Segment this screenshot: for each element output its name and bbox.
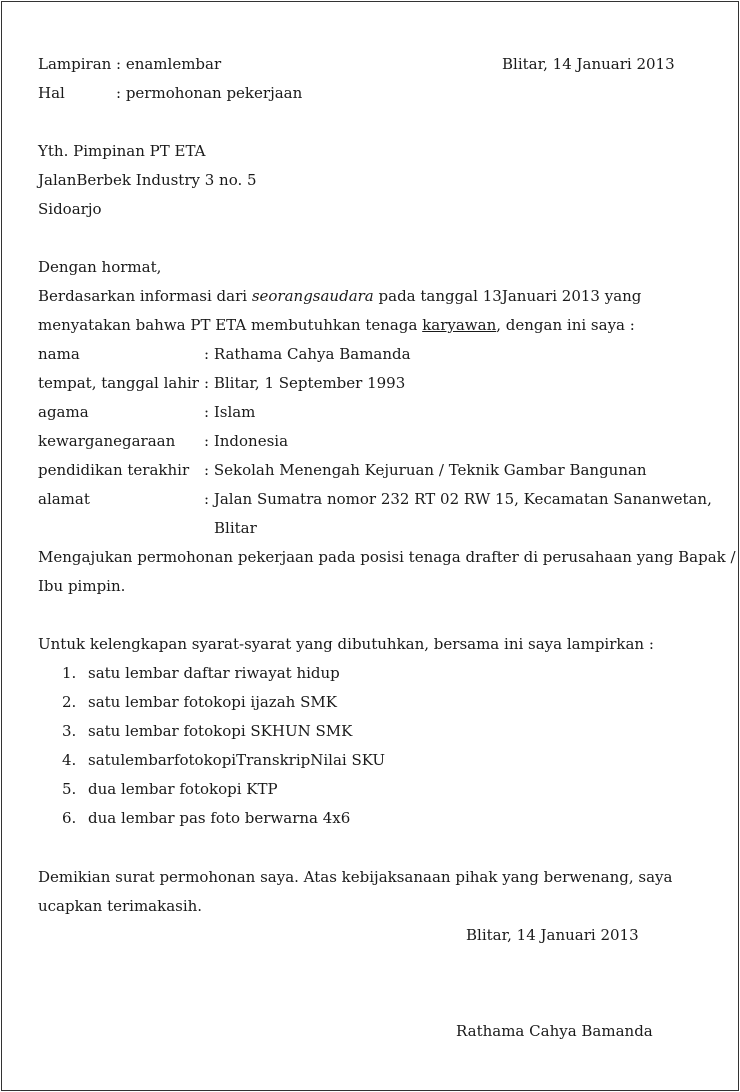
- field-label: tempat, tanggal lahir: [38, 374, 199, 392]
- recipient-line-3: Sidoarjo: [38, 200, 102, 218]
- field-value: : Islam: [204, 403, 256, 421]
- intro-line-1: Berdasarkan informasi dari seorangsaudara pada tanggal 13Januari 2013 yang: [38, 287, 642, 305]
- list-number: 1.: [62, 664, 77, 682]
- field-label: kewarganegaraan: [38, 432, 176, 450]
- apply-line-1: Mengajukan permohonan pekerjaan pada posisi tenaga drafter di perusahaan yang Bapak /: [38, 548, 736, 566]
- list-number: 5.: [62, 780, 77, 798]
- list-item: dua lembar fotokopi KTP: [88, 780, 278, 798]
- lampiran-label: Lampiran: [38, 55, 112, 73]
- list-item: dua lembar pas foto berwarna 4x6: [88, 809, 351, 827]
- list-number: 3.: [62, 722, 77, 740]
- greeting: Dengan hormat,: [38, 258, 162, 276]
- intro-line-2: menyatakan bahwa PT ETA membutuhkan tenaga karyawan, dengan ini saya :: [38, 316, 635, 334]
- list-item: satu lembar fotokopi ijazah SMK: [88, 693, 337, 711]
- alamat-continuation: Blitar: [214, 519, 257, 537]
- list-number: 6.: [62, 809, 77, 827]
- closing-line-2: ucapkan terimakasih.: [38, 897, 203, 915]
- list-number: 4.: [62, 751, 77, 769]
- letter-page: [1, 1, 739, 1091]
- intro-emphasis: seorangsaudara: [251, 287, 374, 305]
- hal-label: Hal: [38, 84, 65, 102]
- list-item: satu lembar daftar riwayat hidup: [88, 664, 340, 682]
- header-place-date: Blitar, 14 Januari 2013: [502, 55, 675, 73]
- signature-name: Rathama Cahya Bamanda: [456, 1022, 653, 1040]
- apply-line-2: Ibu pimpin.: [38, 577, 126, 595]
- field-label: nama: [38, 345, 80, 363]
- attach-intro: Untuk kelengkapan syarat-syarat yang dibutuhkan, bersama ini saya lampirkan :: [38, 635, 654, 653]
- field-label: agama: [38, 403, 89, 421]
- closing-line-1: Demikian surat permohonan saya. Atas kebijaksanaan pihak yang berwenang, saya: [38, 868, 673, 886]
- list-item: satu lembar fotokopi SKHUN SMK: [88, 722, 353, 740]
- list-item: satulembarfotokopiTranskripNilai SKU: [88, 751, 386, 769]
- field-label: alamat: [38, 490, 90, 508]
- intro-underline: karyawan: [422, 316, 497, 334]
- lampiran-value: : enamlembar: [116, 55, 222, 73]
- field-value: : Rathama Cahya Bamanda: [204, 345, 411, 363]
- field-value: : Sekolah Menengah Kejuruan / Teknik Gambar Bangunan: [204, 461, 647, 479]
- hal-value: : permohonan pekerjaan: [116, 84, 303, 102]
- recipient-line-1: Yth. Pimpinan PT ETA: [38, 142, 206, 160]
- field-value: : Blitar, 1 September 1993: [204, 374, 406, 392]
- signature-place-date: Blitar, 14 Januari 2013: [466, 926, 639, 944]
- field-value: : Indonesia: [204, 432, 289, 450]
- field-value: : Jalan Sumatra nomor 232 RT 02 RW 15, Kecamatan Sananwetan,: [204, 490, 712, 508]
- list-number: 2.: [62, 693, 77, 711]
- field-label: pendidikan terakhir: [38, 461, 190, 479]
- recipient-line-2: JalanBerbek Industry 3 no. 5: [38, 171, 257, 189]
